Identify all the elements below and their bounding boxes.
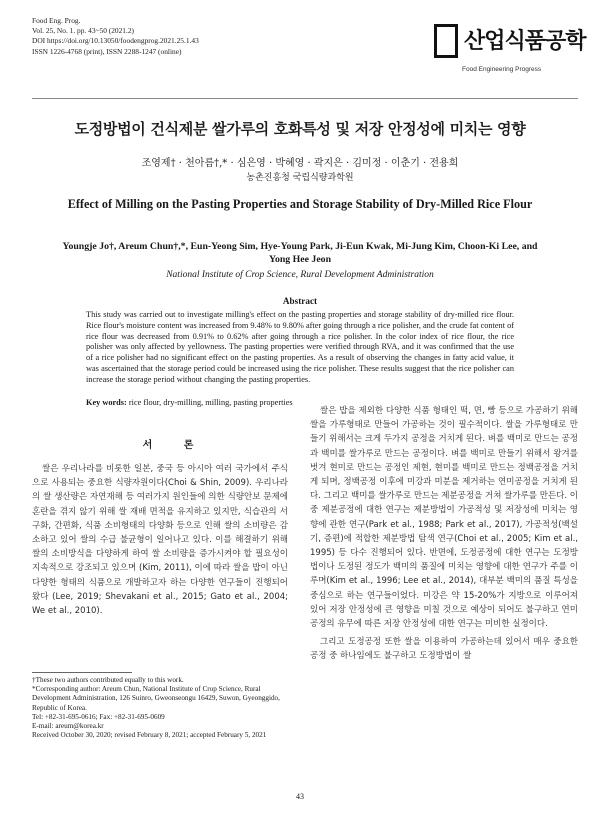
title-english: Effect of Milling on the Pasting Properties and Storage Stability of Dry-Milled Rice Flour [67, 197, 533, 211]
body-left-column: 쌀은 우리나라를 비롯한 일본, 중국 등 아시아 여러 국가에서 주식으로 사용되는 중요한 식량자원이다(Choi & Shin, 2009). 우리나라의 쌀 생산량은 자연재해 등 여러가지 원인들에 의한 식량안보 문제에 혼란을 겪지 않기 위해 쌀 재배 면적을 유지하고 있지만, 식습관의 서구화, 간편화, 식품 소비형태의 다양화 등으로 인해 쌀의 소비량은 감소하고 있어 쌀의 수급 불균형이 일어나고 있다. 이를 해결하기 위해 쌀의 소비방식을 다양하게 하여 쌀 소비량을 증가시켜야 할 필요성이 지속적으로 강조되고 있으며 (Kim, 2011), 이에 따라 쌀을 밥이 아닌 다양한 형태의 식품으로 개발하고자 하는 다양한 연구들이 진행되어 왔다 (Lee, 2019; Shevakani et al., 2015; Gato et al., 2004; We et al., 2010). [32, 464, 288, 617]
footnotes [32, 676, 288, 740]
title-korean: 도정방법이 건식제분 쌀가루의 호화특성 및 저장 안정성에 미치는 영향 [74, 120, 526, 138]
journal-meta [32, 16, 199, 57]
logo-mark-icon [434, 24, 458, 58]
section-heading-introduction: 서 론 [142, 440, 208, 451]
abstract-heading: Abstract [282, 296, 318, 306]
footnote-email: E-mail: areum@korea.kr [32, 722, 104, 731]
footnote-tel: Tel: +82-31-695-0616; Fax: +82-31-695-0609 [32, 712, 165, 721]
authors-korean: 조영제† · 천아름†,* · 심은영 · 박혜영 · 곽지은 · 김미정 · 이춘기 · 전용희 [141, 158, 459, 169]
affiliation-korean: 농촌진흥청 국립식량과학원 [246, 173, 354, 183]
header-divider [32, 98, 578, 99]
affiliation-english: National Institute of Crop Science, Rural Development Administration [166, 270, 434, 280]
paragraph: 그리고 도정공정 또한 쌀을 이용하여 가공하는데 있어서 매우 중요한 공정 중 하나임에도 불구하고 도정방법이 쌀 [310, 637, 578, 662]
journal-volume: Vol. 25, No. 1. pp. 43~50 (2021.2) [32, 26, 134, 36]
footnote-received: Received October 30, 2020; revised February 8, 2021; accepted February 5, 2021 [32, 731, 267, 740]
journal-name: Food Eng. Prog. [32, 16, 81, 25]
paragraph: 쌀은 밥을 제외한 다양한 식품 형태인 떡, 면, 빵 등으로 가공하기 위해 쌀을 가루형태로 만들어 가공하는 것이 필수적이다. 쌀을 가루형태로 만들기 위해서는 크게 두가지 공정을 거치게 된다. 벼를 백미로 만드는 공정과 백미를 쌀가루로 만드는 공정이다. 벼를 백미로 만들기 위해서 왕겨를 벗겨 현미로 만드는 공정인 제현, 현미를 백미로 만드는 정백공정을 거치게 되며, 정백공정 이후에 미강과 미분을 제거하는 연미공정을 거치게 된다. 그리고 백미를 쌀가루로 만드는 제분공정을 거쳐 쌀가루를 만든다. 이 중 제분공정에 대한 연구는 제분방법이 가공적성 및 저장성에 미치는 영향에 관한 연구(Park et al., 1988; Park et al., 2017), 가공적성(백설기, 증편)에 적합한 제분방법 탐색 연구(Choi et al., 2005; Kim et al., 1995) 등 다수 진행되어 있다. 반면에, 도정공정에 대한 연구는 도정방법이나 도정된 정도가 백미의 품질에 미치는 영향에 대한 연구가 주를 이루며(Kim et al., 1996; Lee et al., 2014), 대부분 백미의 품질 특성을 중심으로 하는 연구들이었다. 미강은 약 15-20%가 지방으로 이루어져 있어 저장 안정성에 큰 영향을 미칠 것으로 예상이 되어도 불구하고 연미공정의 유무에 따른 저장 안정성에 대한 연구는 미비한 실정이다. [310, 406, 578, 630]
body-right-column [310, 404, 578, 668]
footnote-equal-contribution: †These two authors contributed equally to this work. [32, 676, 184, 684]
keywords-label: Key words: [86, 398, 127, 407]
authors-english: Youngje Jo†, Areum Chun†,*, Eun-Yeong Sim, Hye-Young Park, Ji-Eun Kwak, Mi-Jung Kim, Choon-Ki Lee, and Yong Hee Jeon [62, 241, 538, 266]
journal-doi: DOI https://doi.org/10.13050/foodengprog.2021.25.1.43 [32, 36, 199, 46]
journal-issn: ISSN 1226-4768 (print), ISSN 2288-1247 (online) [32, 46, 182, 56]
footnote-corresponding: *Corresponding author: Areum Chun, National Institute of Crop Science, Rural Development Administration, 126 Suinro, Gweonseongu 16429, Suwon, Gyeonggido, Republic of Korea. [32, 685, 280, 712]
page-number: 43 [296, 792, 304, 801]
abstract-body: This study was carried out to investigate milling's effect on the pasting properties and storage stability of dry-milled rice flour. Rice flour's moisture content was increased from 9.48% to 9.80% after going through a rice polisher, and the crude fat content of rice flour was decreased from 0.91% to 0.62% after going through a rice polisher. In the color index of rice flour, the rice polisher was only affected by yellowness. The pasting properties were verified through RVA, and it was confirmed that the use of a rice polisher had no significant effect on the pasting properties. As a result of observing the changes in fatty acid value, it was ascertained that the storage period could be increased using the rice polisher. These results suggest that the rice polisher can increase the storage period without changing the pasting properties. [86, 310, 514, 384]
logo-korean-text: 산업식품공학 [464, 29, 586, 54]
keywords-text: rice flour, dry-milling, milling, pasting properties [128, 398, 293, 407]
journal-logo [434, 22, 586, 84]
footnote-divider [32, 672, 132, 673]
logo-english-text: Food Engineering Progress [462, 66, 542, 73]
